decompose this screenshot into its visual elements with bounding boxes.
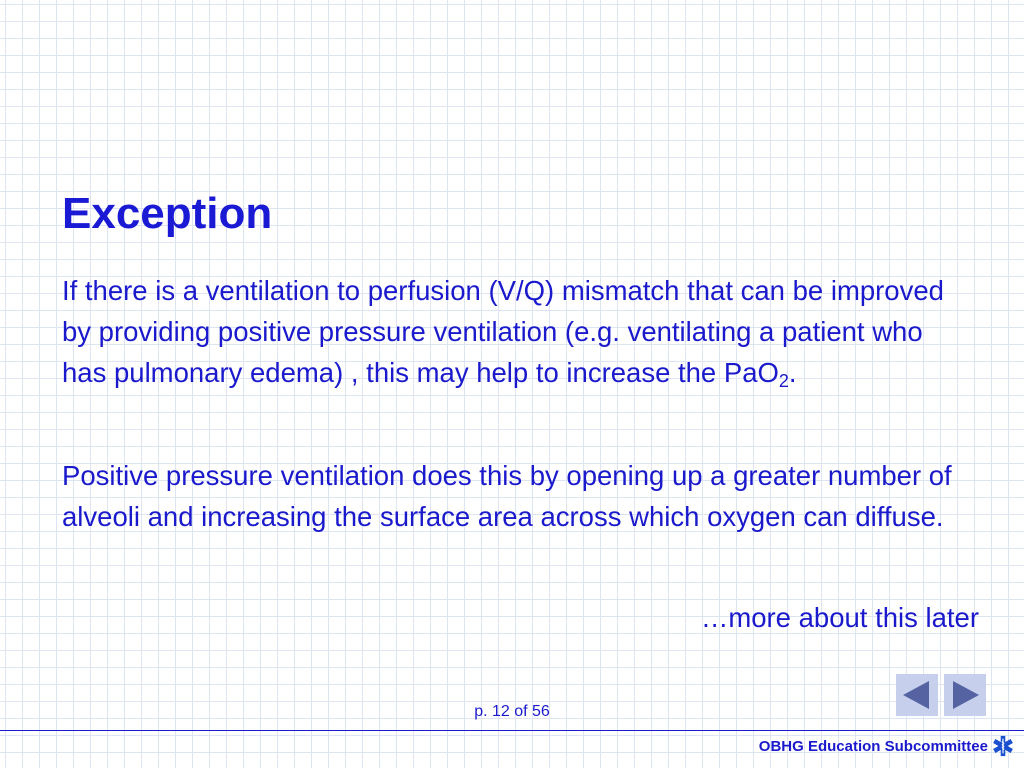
paragraph-vq-mismatch bbox=[62, 270, 972, 393]
footer-branding bbox=[759, 735, 1014, 757]
paragraph-ppv: Positive pressure ventilation does this by opening up a greater number of alveoli and increasing the surface area across which oxygen can diffuse. bbox=[62, 460, 952, 532]
star-of-life-icon bbox=[992, 735, 1014, 757]
more-later-note: …more about this later bbox=[700, 602, 979, 633]
footer-divider bbox=[0, 730, 1024, 731]
paragraph-text: If there is a ventilation to perfusion (V/Q) mismatch that can be improved by providing positive pressure ventilation (e.g. ventilating a patient who has pulmonary edema) , this may help to increase the PaO bbox=[62, 275, 944, 388]
slide-title: Exception bbox=[62, 189, 273, 238]
page-indicator: p. 12 of 56 bbox=[474, 703, 550, 720]
organization-name: OBHG Education Subcommittee bbox=[758, 737, 988, 755]
paragraph-period: . bbox=[788, 357, 797, 388]
subscript-2: 2 bbox=[778, 371, 789, 391]
